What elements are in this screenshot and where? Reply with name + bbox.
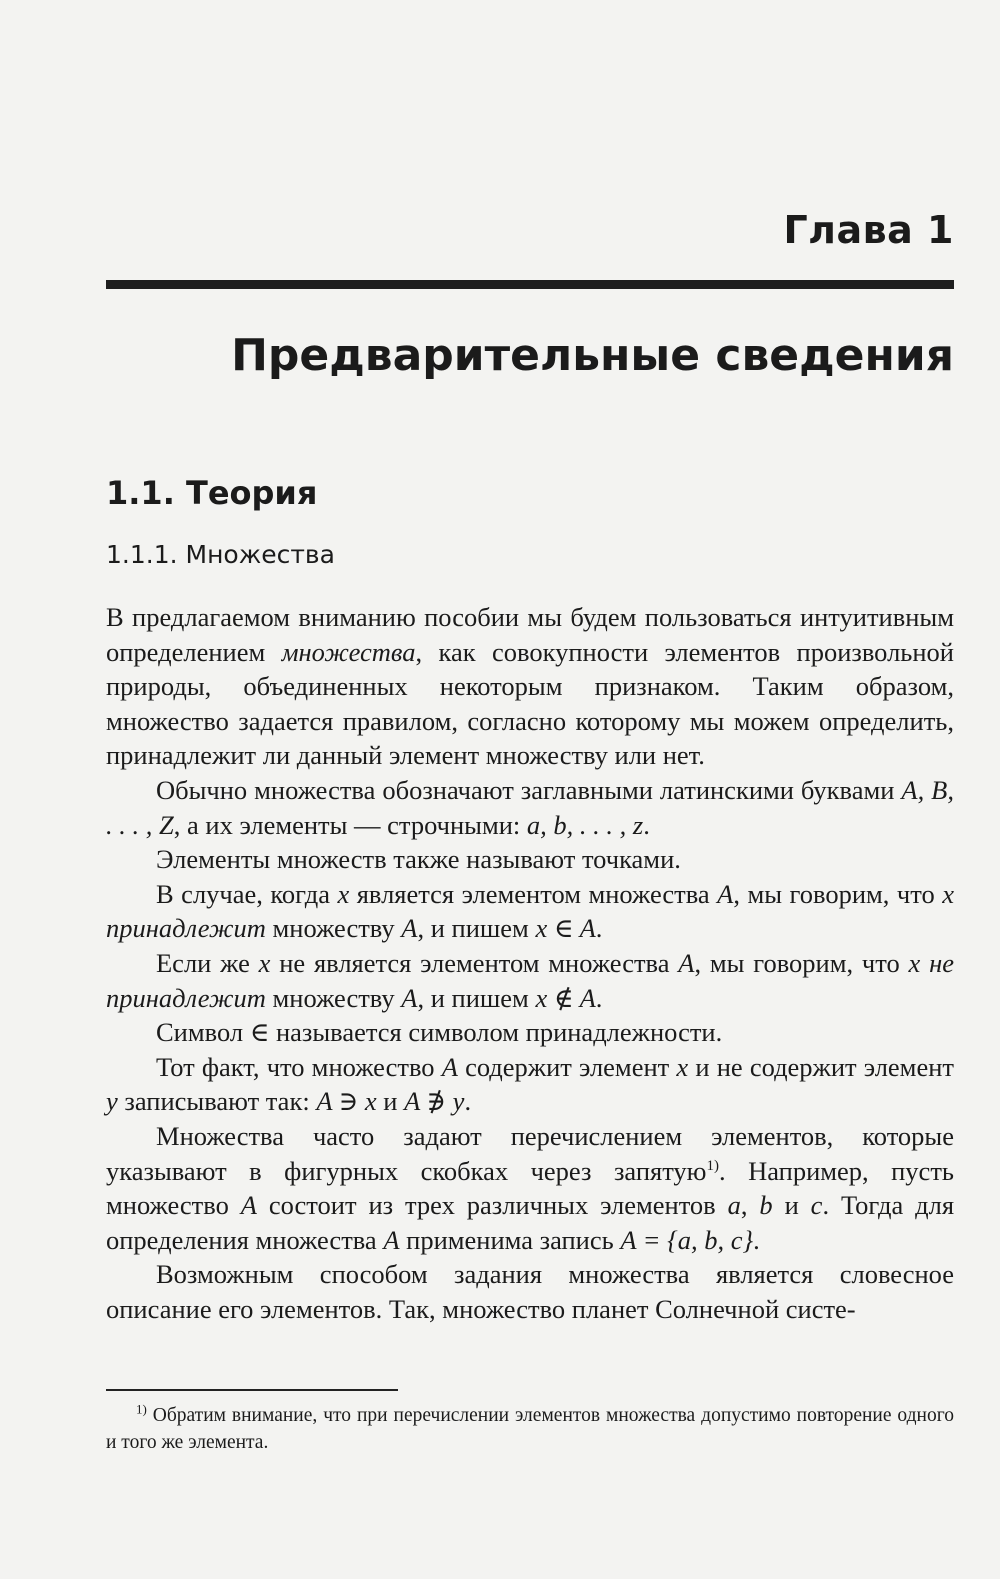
paragraph: Если же x не является элементом множества A, мы говорим, что x не принадлежит множеству A, и пишем x ∉ A. — [106, 947, 955, 1013]
term: множества — [281, 636, 416, 667]
body-text — [106, 600, 954, 1326]
paragraph: Возможным способом задания множества является словесное описание его элементов. Так, множество планет Солнечной систе- — [106, 1259, 954, 1324]
math: A ∋ x — [316, 1086, 377, 1117]
paragraph: Множества часто задают перечислением элементов, которые указывают в фигурных скобках через запятую$^{1)}$. Например, пусть множество A состоит из трех различных элементов a, b и c. Тогда для определения множества A применима запись A = {a, b, c}. — [106, 1120, 955, 1255]
footnote-marker[interactable]: 1) — [706, 1157, 719, 1174]
footnote-text: Обратим внимание, что при перечислении элементов множества допустимо повторение одного и того же элемента. — [106, 1405, 954, 1453]
footnote — [106, 1402, 954, 1456]
chapter-label: Глава 1 — [783, 208, 954, 252]
footnote-divider — [106, 1389, 398, 1391]
paragraph: В случае, когда x является элементом множества A, мы говорим, что x принадлежит множеству A, и пишем x ∈ A. — [106, 878, 954, 944]
footnote-mark: 1) — [136, 1401, 147, 1417]
subsection-title: 1.1.1. Множества — [106, 540, 335, 569]
paragraph: Элементы множеств также называют точками. — [156, 844, 681, 875]
math: A = {a, b, c} — [620, 1224, 754, 1255]
paragraph: Обычно множества обозначают заглавными латинскими буквами A, B, . . . , Z, а их элементы — строчными: a, b, . . . , z. — [106, 774, 954, 840]
math: A, B, . . . , Z — [106, 774, 954, 840]
math: x ∉ A — [535, 982, 596, 1013]
math: A ∌ y — [404, 1086, 465, 1117]
chapter-divider — [106, 280, 954, 289]
paragraph: В предлагаемом вниманию пособии мы будем пользоваться интуитивным определением множества, как совокупности элементов произвольной природы, объединенных некоторым признаком. Таким образом, множество задается правилом, согласно которому мы можем определить, принадлежит ли данный элемент множеству или нет. — [106, 602, 954, 771]
term: не принадлежит — [106, 947, 955, 1013]
paragraph: Символ ∈ называется символом принадлежности. — [156, 1017, 723, 1048]
chapter-title: Предварительные сведения — [231, 330, 954, 381]
math: a, b, . . . , z — [526, 809, 644, 840]
paragraph: Тот факт, что множество A содержит элемент x и не содержит элемент y записывают так: A ∋ x и A ∌ y. — [106, 1051, 954, 1117]
term: принадлежит — [106, 913, 266, 944]
section-title: 1.1. Теория — [106, 474, 318, 512]
math: x ∈ A — [535, 913, 596, 944]
